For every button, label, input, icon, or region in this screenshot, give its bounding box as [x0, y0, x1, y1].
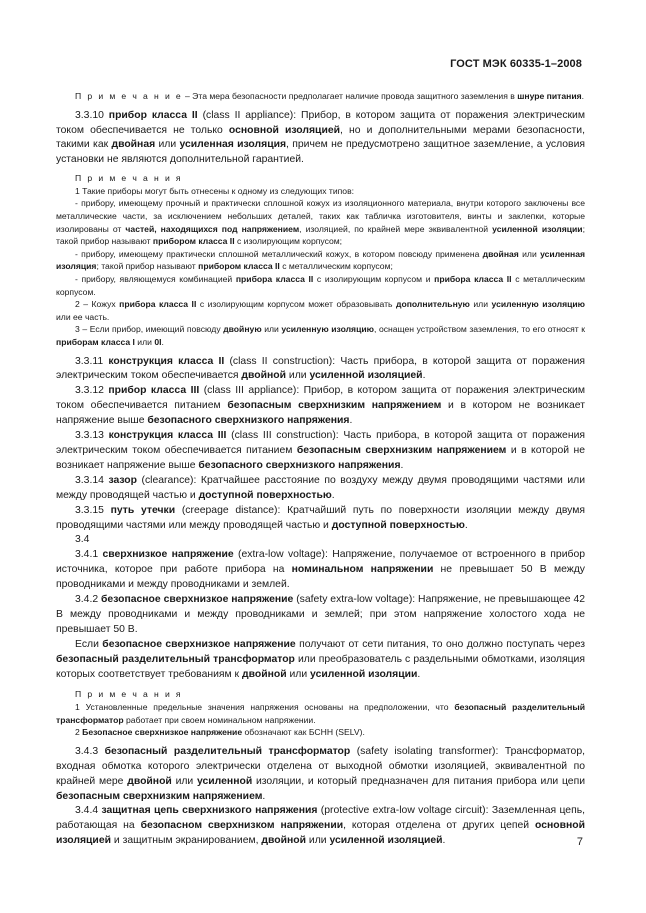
bold-term: прибор класса II: [108, 109, 198, 121]
note-item: [56, 185, 585, 198]
bold-term: безопасный разделительный трансформатор: [56, 702, 585, 725]
definition-3-3-15: [56, 504, 585, 534]
text-run: 3 – Если прибор, имеющий повсюду: [75, 324, 224, 335]
text-run: 3.4: [75, 534, 90, 546]
bold-term: безопасным сверхнизким напряжением: [227, 400, 442, 412]
note-paragraph: [56, 90, 585, 103]
text-run: или: [469, 299, 492, 310]
text-run: 3.4.2: [75, 594, 101, 606]
text-run: (class II appliance): Прибор, в котором защита от поражения электрическим током обеспечивается не только: [56, 109, 586, 136]
text-run: или ее часть.: [56, 311, 110, 322]
bold-term: безопасном сверхнизком напряжении: [140, 820, 344, 832]
text-run: работает при своем номинальном напряжении.: [123, 714, 316, 725]
text-run: или: [518, 248, 541, 259]
bold-term: доступной поверхностью: [331, 519, 465, 531]
text-run: (clearance): Кратчайшее расстояние по воздуху между двумя проводящими частями или между проводящей частью и: [56, 474, 586, 501]
bold-term: безопасного сверхнизкого напряжения: [147, 415, 350, 427]
note-list-item: [56, 197, 585, 247]
bold-term: усиленная изоляция: [179, 139, 287, 151]
note-label: П р и м е ч а н и е: [75, 91, 183, 101]
text-run: 3.4.3: [75, 745, 105, 757]
definition-3-4-4: [56, 804, 585, 849]
text-run: или: [286, 668, 311, 680]
bold-term: зазор: [108, 474, 137, 486]
note-list-item: [56, 273, 585, 298]
text-run: 3.3.14: [75, 474, 109, 486]
text-run: или: [155, 139, 180, 151]
definition-3-3-14: [56, 474, 585, 504]
bold-term: усиленная изоляция: [56, 248, 585, 272]
bold-term: усиленной изоляцией: [309, 370, 423, 382]
text-run: (safety isolating transformer): Трансформатор, входная обмотка которого электрически отделена от выходной обмотки изоляцией, эквивалентной по крайней мере: [56, 745, 585, 787]
text-run: .: [422, 370, 426, 382]
bold-term: двойную: [223, 324, 262, 335]
text-run: 3.4.4: [75, 805, 102, 817]
bold-term: безопасное сверхнизкое напряжение: [101, 594, 294, 606]
bold-term: приборам класса I: [56, 336, 135, 347]
bold-term: безопасный разделительный трансформатор: [104, 745, 351, 757]
text-run: .: [331, 489, 335, 501]
bold-term: дополнительную: [395, 299, 470, 310]
text-run: изоляции, и который предназначен для питания прибора или цепи: [252, 775, 586, 787]
body-paragraph: [56, 638, 585, 683]
note-item: [56, 701, 585, 726]
document-body: [56, 90, 585, 849]
standard-header: ГОСТ МЭК 60335-1–2008: [450, 58, 582, 70]
bold-term: усиленную изоляцию: [491, 299, 586, 310]
bold-term: доступной поверхностью: [198, 489, 332, 501]
text-run: 2: [75, 727, 83, 738]
note-label: П р и м е ч а н и я: [75, 689, 183, 700]
bold-term: Безопасное сверхнизкое напряжение: [82, 727, 243, 738]
section-3-4: [56, 533, 585, 548]
text-run: (class III construction): Часть прибора, в которой защита от поражения электрическим током обеспечивается питанием: [56, 430, 585, 456]
bold-term: частей, находящихся под напряжением: [125, 223, 300, 234]
text-run: ; такой прибор называют: [96, 261, 199, 272]
text-run: или: [171, 775, 197, 787]
text-run: 1 Установленные предельные значения напряжения основаны на предположении, что: [75, 702, 455, 713]
text-run: 2 – Кожух: [75, 299, 120, 310]
text-run: 3.3.13: [75, 430, 109, 442]
text-run: - прибору, имеющему прочный и практически сплошной кожух из изоляционного материала, внутри которого заключены все металлические части, за исключением небольших деталей, таких как табличка изготовителя, винты и заклепки, которые изолированы от: [56, 198, 585, 234]
bold-term: сверхнизкое напряжение: [102, 549, 234, 561]
bold-term: защитная цепь сверхнизкого напряжения: [101, 805, 318, 817]
text-run: или: [261, 324, 282, 335]
bold-term: усиленной: [197, 775, 253, 787]
text-run: или преобразователь с раздельными обмотками, изоляция которых соответствует требованиям к: [56, 653, 585, 680]
bold-term: усиленную изоляцию: [281, 324, 374, 335]
text-run: , но и дополнительными мерами безопасности, такими как: [56, 124, 585, 151]
text-run: - прибору, имеющему практически сплошной металлический кожух, в котором повсюду применена: [75, 248, 483, 259]
text-run: (class II construction): Часть прибора, в которой защита от поражения электрическим током обеспечивается: [56, 355, 585, 382]
bold-term: двойной: [241, 370, 287, 382]
text-run: 3.3.15: [75, 504, 111, 516]
text-run: .: [400, 459, 404, 471]
text-run: (class III appliance): Прибор, в котором защита от поражения электрическим током обеспечивается питанием: [56, 385, 586, 412]
definition-3-4-1: [56, 548, 585, 593]
bold-term: безопасный разделительный трансформатор: [56, 653, 295, 665]
bold-term: двойной: [242, 668, 287, 680]
text-run: Если: [75, 638, 103, 650]
text-run: обозначают как БСНН (SELV).: [242, 727, 365, 738]
bold-term: прибором класса II: [152, 236, 235, 247]
text-run: с изолирующим корпусом и: [313, 273, 435, 284]
text-run: 3.3.12: [75, 385, 109, 397]
definition-3-3-13: [56, 429, 585, 474]
definition-3-4-3: [56, 745, 585, 805]
bold-term: шнуре питания: [517, 91, 582, 101]
bold-term: прибор класса III: [108, 385, 200, 397]
bold-term: двойная: [111, 139, 156, 151]
definition-3-4-2: [56, 593, 585, 638]
bold-term: конструкция класса III: [108, 430, 227, 442]
definition-3-3-12: [56, 384, 585, 429]
notes-heading: [56, 172, 585, 185]
text-run: .: [161, 336, 164, 347]
text-run: или: [134, 336, 155, 347]
page-number: 7: [576, 836, 583, 848]
text-run: – Эта мера безопасности предполагает наличие провода защитного заземления в: [182, 91, 518, 101]
text-run: .: [442, 835, 446, 847]
bold-term: основной изоляцией: [56, 820, 585, 847]
text-run: или: [306, 835, 330, 847]
note-item: [56, 323, 585, 348]
text-run: - прибору, являющемуся комбинацией: [75, 273, 236, 284]
bold-term: 0I: [154, 336, 162, 347]
note-label: П р и м е ч а н и я: [75, 173, 183, 184]
text-run: ; такой прибор называют: [56, 223, 585, 247]
text-run: 1 Такие приборы могут быть отнесены к одному из следующих типов:: [75, 185, 355, 196]
notes-heading: [56, 688, 585, 701]
bold-term: основной изоляцией: [228, 124, 341, 136]
bold-term: двойной: [127, 775, 172, 787]
bold-term: прибора класса II: [434, 273, 512, 284]
bold-term: двойной: [261, 835, 306, 847]
bold-term: усиленной изоляции: [492, 223, 583, 234]
text-run: с изолирующим корпусом может образовывать: [196, 299, 396, 310]
text-run: .: [349, 415, 353, 427]
text-run: получают от сети питания, то оно должно поступать через: [295, 638, 586, 650]
bold-term: безопасного сверхнизкого напряжения: [198, 459, 401, 471]
note-item: [56, 726, 585, 739]
text-run: и защитным экранированием,: [111, 835, 262, 847]
text-run: (protective extra-low voltage circuit): Заземленная цепь, работающая на: [56, 805, 585, 832]
bold-term: прибора класса II: [235, 273, 314, 284]
bold-term: прибора класса II: [119, 299, 197, 310]
text-run: не превышает 50 В между проводниками и между проводниками и землей.: [56, 564, 585, 591]
text-run: с изолирующим корпусом;: [234, 236, 343, 247]
text-run: , которая отделена от других цепей: [343, 820, 535, 832]
definition-3-3-10: [56, 109, 585, 169]
text-run: .: [417, 668, 421, 680]
bold-term: безопасным сверхнизким напряжением: [56, 790, 263, 802]
bold-term: усиленной изоляции: [310, 668, 418, 680]
text-run: .: [262, 790, 266, 802]
text-run: или: [286, 370, 310, 382]
text-run: (extra-low voltage): Напряжение, получаемое от встроенного в прибор источника, которое при работе прибора на: [56, 549, 586, 576]
definition-3-3-11: [56, 355, 585, 385]
text-run: , изоляцией, по крайней мере эквивалентной: [299, 223, 493, 234]
text-run: 3.4.1: [75, 549, 103, 561]
bold-term: конструкция класса II: [108, 355, 225, 367]
text-run: и в которой не возникает напряжение выше: [56, 444, 585, 471]
bold-term: прибором класса II: [198, 261, 280, 272]
text-run: и в котором не возникает напряжение выше: [56, 400, 585, 427]
bold-term: номинальном напряжении: [291, 564, 434, 576]
text-run: 3.3.10: [75, 109, 109, 121]
bold-term: усиленной изоляцией: [329, 835, 443, 847]
text-run: 3.3.11: [75, 355, 109, 367]
text-run: (safety extra-low voltage): Напряжение, не превышающее 42 В между проводниками и между проводниками и землей; при этом напряжение холостого хода не превышает 50 В.: [56, 594, 586, 635]
text-run: с металлическим корпусом;: [279, 261, 393, 272]
bold-term: двойная: [482, 248, 519, 259]
note-item: [56, 298, 585, 323]
text-run: с металлическим корпусом.: [56, 273, 586, 297]
text-run: .: [464, 519, 468, 531]
text-run: (creepage distance): Кратчайший путь по поверхности изоляции между двумя проводящими частями или между проводящей частью и: [56, 504, 586, 531]
bold-term: безопасное сверхнизкое напряжение: [102, 638, 296, 650]
bold-term: путь утечки: [110, 504, 176, 516]
text-run: , оснащен устройством заземления, то его относят к: [373, 324, 585, 335]
text-run: , причем не предусмотрено защитное заземление, а условия установки не являются дополнительной гарантией.: [56, 139, 586, 166]
note-list-item: [56, 248, 585, 273]
bold-term: безопасным сверхнизким напряжением: [296, 444, 507, 456]
text-run: .: [581, 91, 585, 101]
